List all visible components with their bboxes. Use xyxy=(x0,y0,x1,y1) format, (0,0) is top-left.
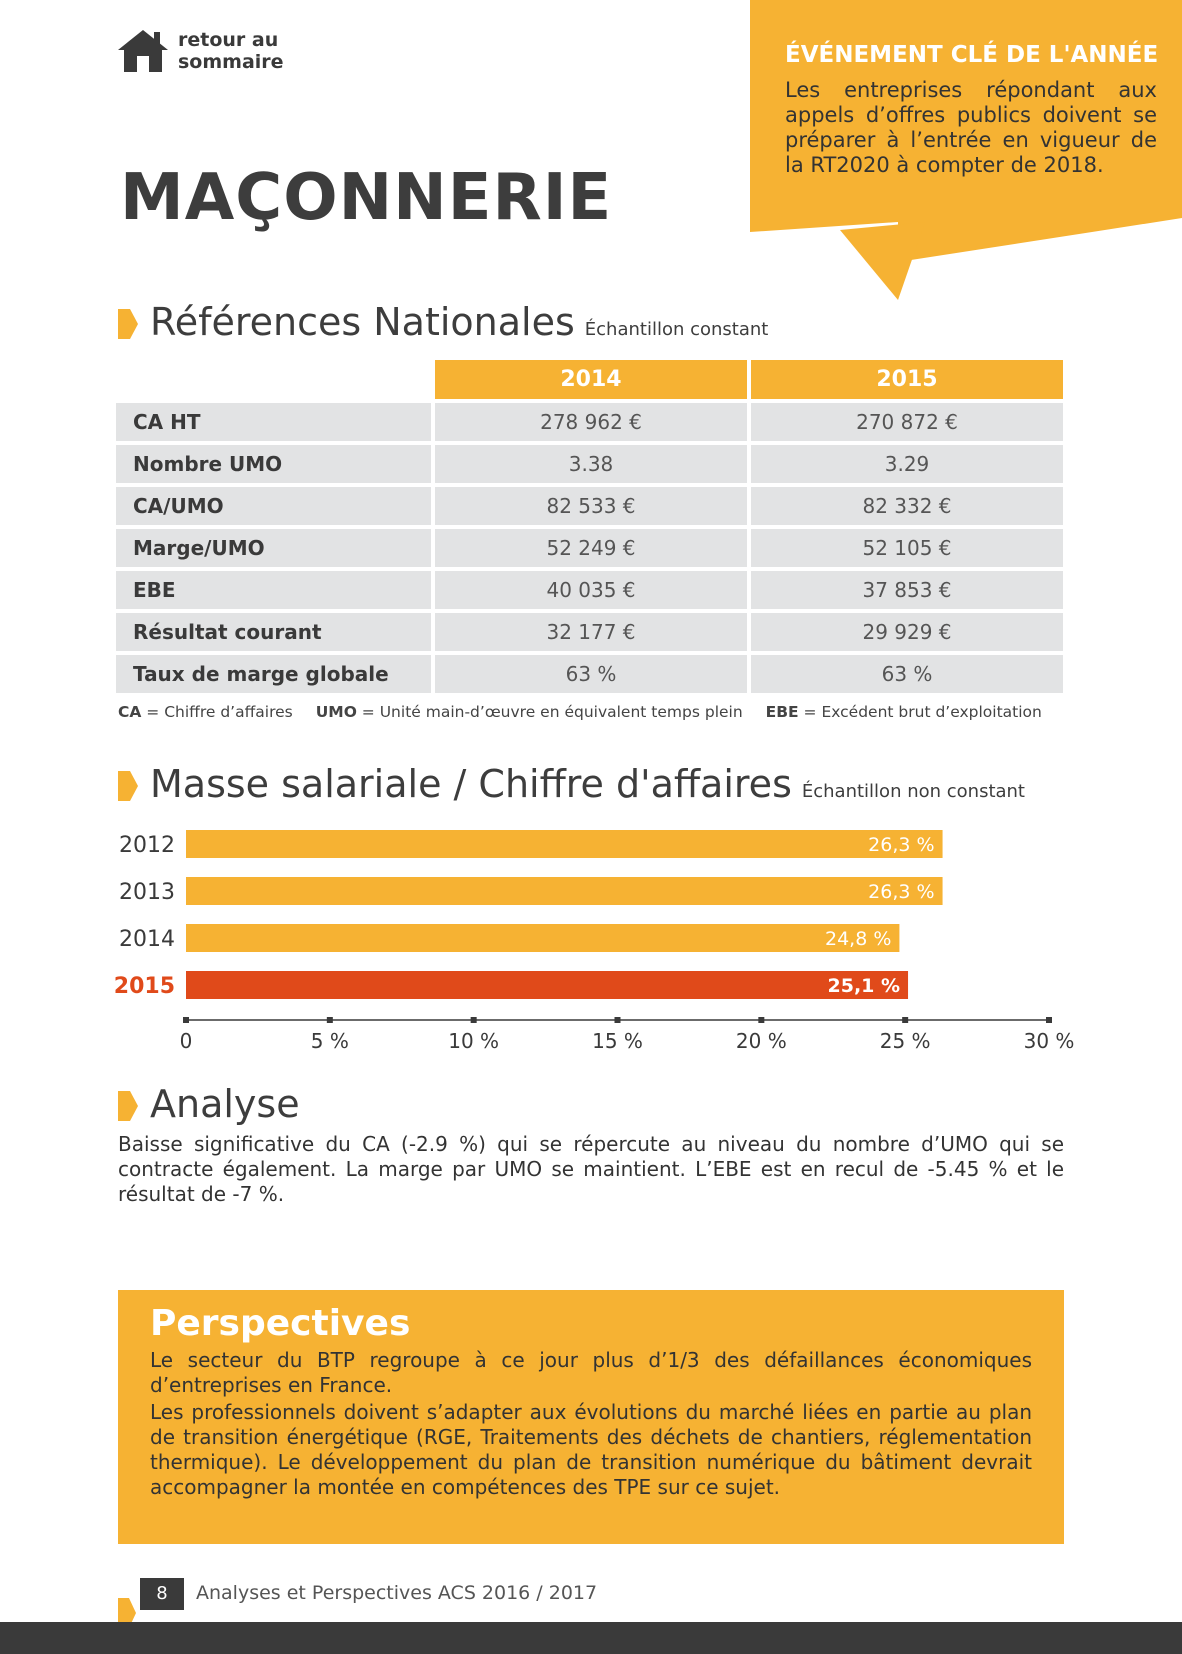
legend-text: = Chiffre d’affaires xyxy=(141,703,293,721)
table-row xyxy=(116,571,1063,609)
table-row xyxy=(116,445,1063,483)
perspectives-title: Perspectives xyxy=(150,1303,411,1344)
legend-text: = Excédent brut d’exploitation xyxy=(798,703,1042,721)
masse-section-header xyxy=(118,762,1025,806)
table-row xyxy=(116,403,1063,441)
masse-subtitle: Échantillon non constant xyxy=(801,781,1025,802)
row-label: CA/UMO xyxy=(116,487,431,525)
back-to-summary-link[interactable] xyxy=(116,26,298,76)
x-tick-mark xyxy=(327,1017,333,1023)
x-tick-label: 15 % xyxy=(592,1029,643,1053)
table-header-2014: 2014 xyxy=(435,360,747,399)
bar-value-label: 26,3 % xyxy=(868,834,935,856)
masse-salariale-chart xyxy=(100,820,1090,1060)
cell-2014: 278 962 € xyxy=(435,403,747,441)
table-header-row xyxy=(116,360,1063,399)
section-marker-icon xyxy=(118,1091,138,1121)
cell-2015: 52 105 € xyxy=(751,529,1063,567)
cell-2015: 37 853 € xyxy=(751,571,1063,609)
page-number: 8 xyxy=(140,1578,184,1610)
cell-2014: 40 035 € xyxy=(435,571,747,609)
cell-2014: 63 % xyxy=(435,655,747,693)
x-tick-mark xyxy=(183,1017,189,1023)
cell-2015: 270 872 € xyxy=(751,403,1063,441)
analysis-section-header xyxy=(118,1082,300,1126)
category-label: 2014 xyxy=(119,927,175,952)
row-label: Marge/UMO xyxy=(116,529,431,567)
perspectives-paragraph: Le secteur du BTP regroupe à ce jour plus d’1/3 des défaillances économiques d’entreprises en France. xyxy=(150,1348,1032,1397)
table-header-2015: 2015 xyxy=(751,360,1063,399)
x-tick-label: 25 % xyxy=(879,1029,931,1053)
row-label: Résultat courant xyxy=(116,613,431,651)
section-marker-icon xyxy=(118,771,138,801)
x-tick-mark xyxy=(615,1017,621,1023)
cell-2015: 82 332 € xyxy=(751,487,1063,525)
callout-title: ÉVÉNEMENT CLÉ DE L'ANNÉE xyxy=(785,42,1159,68)
abbreviation-legend xyxy=(118,703,1060,721)
x-tick-mark xyxy=(758,1017,764,1023)
cell-2014: 32 177 € xyxy=(435,613,747,651)
back-link-label: retour au sommaire xyxy=(178,29,284,73)
home-icon xyxy=(116,28,170,74)
bar-2014 xyxy=(186,924,899,952)
x-tick-label: 30 % xyxy=(1023,1029,1075,1053)
bar-value-label: 24,8 % xyxy=(825,928,892,950)
legend-item-umo xyxy=(316,703,743,721)
bottom-bar xyxy=(0,1622,1182,1654)
x-tick-mark xyxy=(1046,1017,1052,1023)
cell-2015: 63 % xyxy=(751,655,1063,693)
table-row xyxy=(116,613,1063,651)
cell-2014: 52 249 € xyxy=(435,529,747,567)
references-subtitle: Échantillon constant xyxy=(584,319,769,340)
table-row xyxy=(116,529,1063,567)
callout-text: Les entreprises répondant aux appels d’offres publics doivent se préparer à l’entrée en vigueur de la RT2020 à compter de 2018. xyxy=(785,78,1157,177)
cell-2014: 3.38 xyxy=(435,445,747,483)
category-label: 2015 xyxy=(113,974,175,999)
bar-2013 xyxy=(186,877,943,905)
table-header-empty xyxy=(116,360,431,399)
references-title: Références Nationales xyxy=(150,300,575,344)
bar-value-label: 25,1 % xyxy=(827,975,901,997)
row-label: EBE xyxy=(116,571,431,609)
x-tick-label: 10 % xyxy=(448,1029,500,1053)
row-label: CA HT xyxy=(116,403,431,441)
section-marker-icon xyxy=(118,309,138,339)
bar-2012 xyxy=(186,830,943,858)
row-label: Nombre UMO xyxy=(116,445,431,483)
perspectives-paragraph: Les professionnels doivent s’adapter aux évolutions du marché liées en partie au plan de transition énergétique (RGE, Traitements des déchets de chantiers, réglementation thermique). Le développement du plan de transition numérique du bâtiment devrait accompagner la montée en compétences des TPE sur ce sujet. xyxy=(150,1400,1032,1499)
row-label: Taux de marge globale xyxy=(116,655,431,693)
masse-title: Masse salariale / Chiffre d'affaires xyxy=(150,762,792,806)
x-tick-label: 20 % xyxy=(735,1029,787,1053)
legend-item-ebe xyxy=(766,703,1042,721)
legend-abbr: UMO xyxy=(315,703,357,721)
legend-abbr: EBE xyxy=(765,703,799,721)
perspectives-box xyxy=(118,1290,1064,1544)
x-tick-label: 5 % xyxy=(310,1029,349,1053)
references-section-header xyxy=(118,300,768,344)
category-label: 2012 xyxy=(119,833,175,858)
cell-2015: 29 929 € xyxy=(751,613,1063,651)
table-row xyxy=(116,655,1063,693)
legend-item-ca xyxy=(118,703,293,721)
x-tick-label: 0 xyxy=(179,1029,193,1053)
analysis-title: Analyse xyxy=(150,1082,300,1126)
footer-text: Analyses et Perspectives ACS 2016 / 2017 xyxy=(196,1582,598,1604)
references-table xyxy=(112,356,1067,697)
cell-2015: 3.29 xyxy=(751,445,1063,483)
x-tick-mark xyxy=(471,1017,477,1023)
legend-text: = Unité main-d’œuvre en équivalent temps plein xyxy=(356,703,743,721)
cell-2014: 82 533 € xyxy=(435,487,747,525)
category-label: 2013 xyxy=(119,880,175,905)
legend-abbr: CA xyxy=(118,703,142,721)
page-title: MAÇONNERIE xyxy=(120,161,613,235)
table-row xyxy=(116,487,1063,525)
x-tick-mark xyxy=(902,1017,908,1023)
key-event-callout xyxy=(750,0,1182,300)
analysis-text: Baisse significative du CA (-2.9 %) qui se répercute au niveau du nombre d’UMO qui se contracte également. La marge par UMO se maintient. L’EBE est en recul de -5.45 % et le résultat de -7 %. xyxy=(118,1132,1064,1206)
bar-value-label: 26,3 % xyxy=(868,881,935,903)
bar-2015 xyxy=(186,971,908,999)
